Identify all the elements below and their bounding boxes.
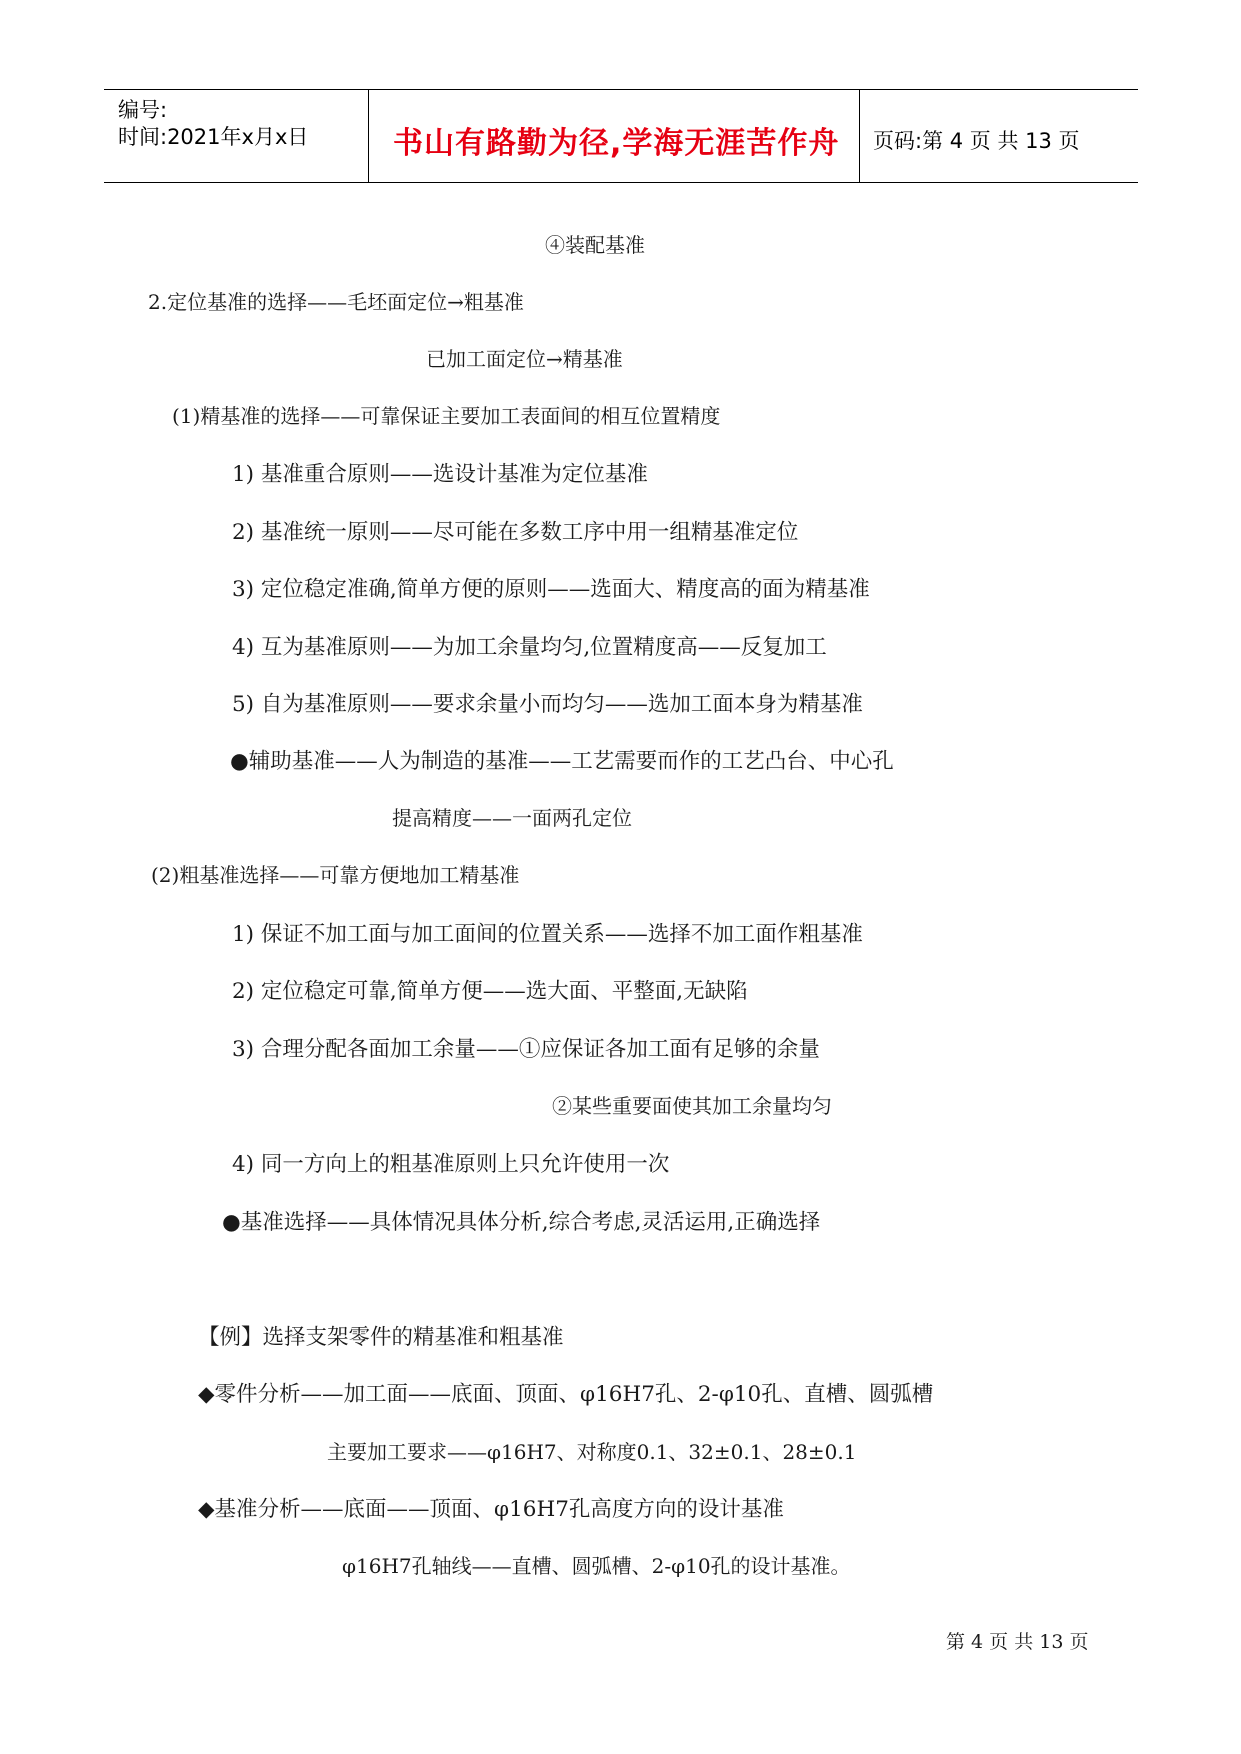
line-rough-rule-4: 4) 同一方向上的粗基准原则上只允许使用一次 [232, 1152, 670, 1177]
line-rough-rule-3: 3) 合理分配各面加工余量——①应保证各加工面有足够的余量 [232, 1037, 820, 1062]
line-fine-rule-3: 3) 定位稳定准确,简单方便的原则——选面大、精度高的面为精基准 [232, 577, 870, 602]
line-rough-rule-1: 1) 保证不加工面与加工面间的位置关系——选择不加工面作粗基准 [232, 922, 863, 947]
line-part-analysis: ◆零件分析——加工面——底面、顶面、φ16H7孔、2-φ10孔、直槽、圆弧槽 [198, 1382, 934, 1407]
line-rough-rule-3b: ②某些重要面使其加工余量均匀 [552, 1094, 832, 1118]
line-rough-datum-heading: (2)粗基准选择——可靠方便地加工精基准 [151, 863, 520, 887]
line-datum-analysis: ◆基准分析——底面——顶面、φ16H7孔高度方向的设计基准 [198, 1497, 784, 1522]
line-fine-rule-2: 2) 基准统一原则——尽可能在多数工序中用一组精基准定位 [232, 520, 799, 545]
line-main-requirements: 主要加工要求——φ16H7、对称度0.1、32±0.1、28±0.1 [327, 1440, 857, 1464]
footer-page-number: 第 4 页 共 13 页 [946, 1631, 1089, 1653]
header-bottom-rule [104, 182, 1138, 183]
line-datum-selection-summary: ●基准选择——具体情况具体分析,综合考虑,灵活运用,正确选择 [222, 1210, 821, 1235]
line-fine-datum-heading: (1)精基准的选择——可靠保证主要加工表面间的相互位置精度 [172, 404, 721, 428]
header-divider-right [859, 89, 860, 183]
header-motto: 书山有路勤为径,学海无涯苦作舟 [393, 126, 840, 161]
header-number-label: 编号: [118, 98, 168, 122]
header-time-label: 时间:2021年x月x日 [118, 125, 309, 149]
line-rough-rule-2: 2) 定位稳定可靠,简单方便——选大面、平整面,无缺陷 [232, 979, 748, 1004]
line-machined-surface: 已加工面定位→精基准 [426, 347, 623, 371]
line-section-2-heading: 2.定位基准的选择——毛坯面定位→粗基准 [148, 290, 524, 314]
header-top-rule [104, 89, 1138, 90]
line-fine-rule-5: 5) 自为基准原则——要求余量小而均匀——选加工面本身为精基准 [232, 692, 863, 717]
line-fine-rule-4: 4) 互为基准原则——为加工余量均匀,位置精度高——反复加工 [232, 635, 827, 660]
line-assembly-datum: ④装配基准 [545, 233, 645, 257]
line-example-heading: 【例】选择支架零件的精基准和粗基准 [198, 1325, 564, 1350]
line-auxiliary-datum: ●辅助基准——人为制造的基准——工艺需要而作的工艺凸台、中心孔 [230, 749, 894, 774]
line-fine-rule-1: 1) 基准重合原则——选设计基准为定位基准 [232, 462, 648, 487]
line-hole-axis: φ16H7孔轴线——直槽、圆弧槽、2-φ10孔的设计基准。 [342, 1554, 851, 1578]
line-improve-precision: 提高精度——一面两孔定位 [392, 806, 632, 830]
header-page-label: 页码:第 4 页 共 13 页 [873, 129, 1080, 153]
header-divider-left [368, 89, 369, 183]
